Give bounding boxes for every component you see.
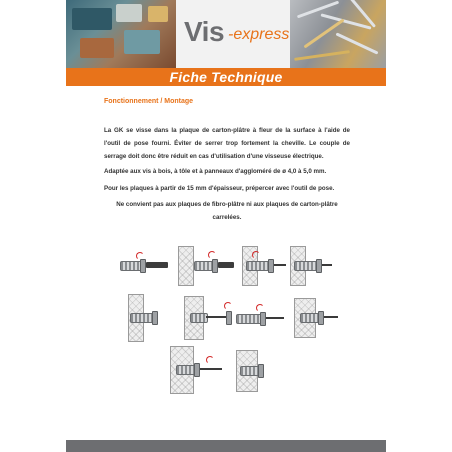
paragraph-warning: Ne convient pas aux plaques de fibro-plâtre ni aux plaques de carton-plâtre carrelées. (116, 201, 338, 221)
technical-sheet (66, 0, 386, 452)
step-10-diagram (236, 350, 278, 392)
step-9-diagram (170, 346, 232, 394)
rotation-arrow-icon (136, 252, 144, 260)
step-6-diagram (184, 296, 240, 340)
gk-anchor-icon (236, 314, 262, 324)
gk-anchor-icon (294, 261, 318, 271)
gk-anchor-icon (194, 261, 214, 271)
section-title: Fonctionnement / Montage (104, 98, 194, 105)
banner-title: Fiche Technique (169, 69, 283, 85)
step-4-diagram (290, 246, 336, 286)
step-3-diagram (242, 246, 288, 286)
footer-bar (66, 440, 386, 452)
step-5-diagram (126, 294, 160, 342)
rotation-arrow-icon (256, 304, 264, 312)
screw-icon (206, 316, 226, 318)
step-1-diagram (116, 248, 176, 284)
logo-main-text: Vis (184, 16, 225, 47)
paragraph-usage: La GK se visse dans la plaque de carton-plâtre à fleur de la surface à l'aide de l'outil de pose fourni. Éviter de serrer trop fortement la cheville. Le couple de serrage doit donc être réduit en cas d'utilisation d'une visseuse électrique. (104, 127, 350, 160)
step-8-diagram (294, 298, 344, 338)
gk-anchor-icon (120, 261, 142, 271)
step-2-diagram (178, 246, 236, 286)
screw-icon (266, 317, 284, 319)
setting-tool-icon (218, 262, 234, 268)
paragraph-compatibility: Adaptée aux vis à bois, à tôle et à panneaux d'aggloméré de ø 4,0 à 5,0 mm. (104, 168, 327, 175)
rotation-arrow-icon (206, 356, 214, 364)
screws-photo (290, 0, 386, 68)
gk-anchor-icon (130, 313, 154, 323)
logo-sub-text: -express (228, 26, 290, 43)
step-7-diagram (234, 300, 288, 336)
screw-icon (324, 316, 338, 318)
gk-anchor-icon (176, 365, 196, 375)
gk-anchor-icon (246, 261, 270, 271)
screw-icon (322, 264, 332, 266)
gk-anchor-icon (240, 366, 260, 376)
vis-express-logo (184, 14, 294, 54)
setting-tool-icon (146, 262, 168, 268)
screw-icon (200, 368, 222, 370)
rotation-arrow-icon (208, 251, 216, 259)
gk-anchor-icon (300, 313, 320, 323)
paragraph-predrill: Pour les plaques à partir de 15 mm d'épaisseur, prépercer avec l'outil de pose. (104, 185, 335, 192)
gk-anchor-icon (190, 313, 208, 323)
rotation-arrow-icon (252, 251, 260, 259)
rotation-arrow-icon (224, 302, 232, 310)
drywall-plate-icon (178, 246, 194, 286)
title-banner (66, 68, 386, 86)
header (66, 0, 386, 68)
tools-photo (66, 0, 176, 68)
screw-icon (274, 264, 286, 266)
